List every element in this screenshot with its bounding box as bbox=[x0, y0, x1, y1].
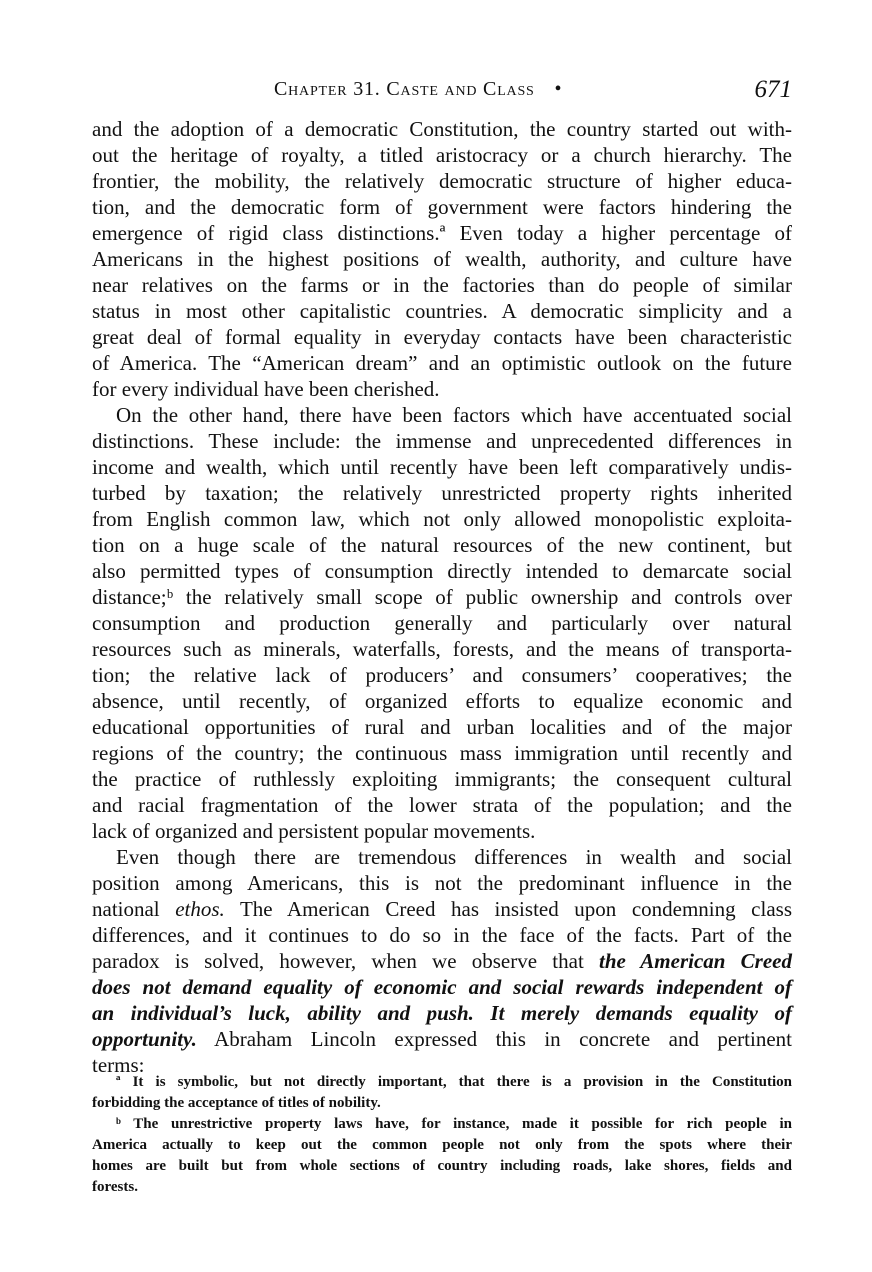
page-number: 671 bbox=[754, 76, 792, 103]
header-mark: • bbox=[554, 78, 563, 100]
footnote-b-cont: forests. bbox=[92, 1179, 138, 1195]
footnote-b: ᵇ The unrestrictive property laws have, for instance, made it possible for rich people in bbox=[116, 1116, 792, 1132]
text-line: near relatives on the farms or in the factories than do people of similar bbox=[92, 273, 792, 297]
text-line: distinctions. These include: the immense and unprecedented differences in bbox=[92, 429, 792, 453]
text-line: tion; the relative lack of producers’ and consumers’ cooperatives; the bbox=[92, 663, 792, 687]
text-line: consumption and production generally and particularly over natural bbox=[92, 611, 792, 635]
text-line: income and wealth, which until recently have been left comparatively undis- bbox=[92, 455, 792, 479]
footnote-a: ª It is symbolic, but not directly important, that there is a provision in the Constitution bbox=[116, 1074, 792, 1090]
text-line: On the other hand, there have been factors which have accentuated social bbox=[116, 403, 792, 427]
text-line bbox=[92, 948, 792, 974]
text-run: The American Creed has insisted upon condemning class bbox=[224, 897, 792, 921]
text-line: frontier, the mobility, the relatively democratic structure of higher educa- bbox=[92, 169, 792, 193]
text-line: and the adoption of a democratic Constitution, the country started out with- bbox=[92, 117, 792, 141]
text-run: Abraham Lincoln expressed this in concrete and pertinent bbox=[196, 1027, 792, 1051]
emphasis-run: the American Creed bbox=[599, 949, 792, 973]
text-line: educational opportunities of rural and urban localities and of the major bbox=[92, 715, 792, 739]
text-line: turbed by taxation; the relatively unrestricted property rights inherited bbox=[92, 481, 792, 505]
text-line bbox=[92, 896, 792, 922]
italic-term: ethos. bbox=[175, 897, 225, 921]
text-line: of America. The “American dream” and an optimistic outlook on the future bbox=[92, 351, 792, 375]
text-line: tion, and the democratic form of government were factors hindering the bbox=[92, 195, 792, 219]
text-line: from English common law, which not only allowed monopolistic exploita- bbox=[92, 507, 792, 531]
chapter-title-text: Chapter 31. Caste and Class bbox=[274, 78, 535, 100]
text-line: tion on a huge scale of the natural resources of the new continent, but bbox=[92, 533, 792, 557]
text-run: national bbox=[92, 897, 160, 921]
text-line: the practice of ruthlessly exploiting immigrants; the consequent cultural bbox=[92, 767, 792, 791]
text-line: out the heritage of royalty, a titled aristocracy or a church hierarchy. The bbox=[92, 143, 792, 167]
text-line bbox=[92, 1000, 792, 1026]
text-line: great deal of formal equality in everyday contacts have been characteristic bbox=[92, 325, 792, 349]
footnote-b-cont: homes are built but from whole sections of country including roads, lake shores, fields and bbox=[92, 1158, 792, 1174]
text-line: differences, and it continues to do so in the face of the facts. Part of the bbox=[92, 923, 792, 947]
text-line: position among Americans, this is not the predominant influence in the bbox=[92, 871, 792, 895]
text-line: status in most other capitalistic countries. A democratic simplicity and a bbox=[92, 299, 792, 323]
running-header bbox=[92, 78, 792, 108]
text-line: regions of the country; the continuous mass immigration until recently and bbox=[92, 741, 792, 765]
text-line: also permitted types of consumption directly intended to demarcate social bbox=[92, 559, 792, 583]
text-line: lack of organized and persistent popular movements. bbox=[92, 819, 536, 843]
emphasis-run: an individual’s luck, ability and push. It merely demands equality of bbox=[92, 1001, 792, 1025]
footnotes bbox=[92, 1072, 792, 1198]
text-line: and racial fragmentation of the lower strata of the population; and the bbox=[92, 793, 792, 817]
text-line bbox=[92, 974, 792, 1000]
text-line bbox=[92, 1026, 792, 1052]
emphasis-run: does not demand equality of economic and social rewards independent of bbox=[92, 975, 792, 999]
emphasis-run: opportunity. bbox=[92, 1027, 197, 1051]
text-line: Americans in the highest positions of wealth, authority, and culture have bbox=[92, 247, 792, 271]
body-text bbox=[92, 116, 792, 1078]
text-line: absence, until recently, of organized efforts to equalize economic and bbox=[92, 689, 792, 713]
text-line: for every individual have been cherished. bbox=[92, 377, 440, 401]
text-run: paradox is solved, however, when we observe that bbox=[92, 949, 599, 973]
text-line: terms: bbox=[92, 1053, 145, 1077]
text-line: distance;ᵇ the relatively small scope of public ownership and controls over bbox=[92, 585, 792, 609]
footnote-a-cont: forbidding the acceptance of titles of nobility. bbox=[92, 1095, 381, 1111]
text-line: Even though there are tremendous differences in wealth and social bbox=[116, 845, 792, 869]
text-line: resources such as minerals, waterfalls, forests, and the means of transporta- bbox=[92, 637, 792, 661]
text-line: emergence of rigid class distinctions.ª Even today a higher percentage of bbox=[92, 221, 792, 245]
footnote-b-cont: America actually to keep out the common people not only from the spots where their bbox=[92, 1137, 792, 1153]
chapter-title bbox=[274, 78, 562, 101]
